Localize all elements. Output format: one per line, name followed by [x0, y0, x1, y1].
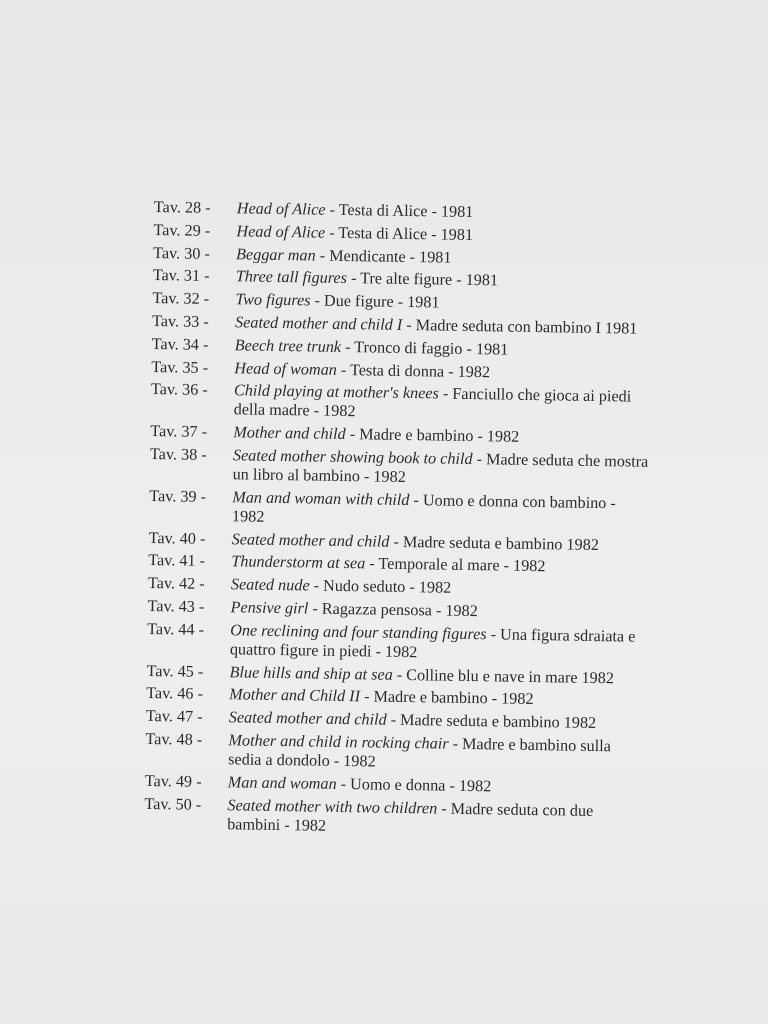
english-title: Two figures — [235, 290, 311, 310]
plate-number: Tav. 42 - — [147, 574, 205, 593]
plate-entry — [151, 358, 651, 385]
english-title: Man and woman — [227, 772, 337, 793]
plate-entry — [153, 221, 653, 248]
italian-title: - Due figure - 1981 — [310, 291, 440, 312]
plate-number: Tav. 36 - — [150, 380, 208, 400]
english-title: Blue hills and ship at sea — [229, 662, 393, 684]
plate-entry — [153, 266, 653, 293]
english-title: Man and woman with child — [232, 488, 410, 509]
english-title: Mother and Child II — [229, 685, 361, 706]
english-title: Pensive girl — [230, 598, 309, 618]
plate-number: Tav. 34 - — [151, 334, 209, 354]
plate-number: Tav. 43 - — [147, 596, 205, 616]
english-title: Seated mother showing book to child — [232, 446, 473, 469]
italian-title: - Una figura sdraiata e quattro figure in piedi - 1982 — [229, 625, 636, 661]
plate-entry — [148, 574, 648, 601]
plate-number: Tav. 29 - — [153, 220, 211, 240]
plate-list — [144, 198, 654, 844]
english-title: Seated mother and child — [231, 529, 390, 551]
plate-number: Tav. 41 - — [148, 551, 206, 571]
italian-title: - Uomo e donna - 1982 — [336, 774, 492, 796]
plate-number: Tav. 31 - — [152, 266, 210, 286]
plate-number: Tav. 30 - — [153, 243, 210, 263]
italian-title: - Testa di Alice - 1981 — [325, 223, 474, 244]
plate-entry — [148, 551, 648, 578]
italian-title: - Madre seduta che mostra un libro al bambino - 1982 — [232, 450, 649, 486]
italian-title: - Madre e bambino - 1982 — [345, 425, 520, 446]
plate-entry — [153, 244, 653, 271]
plate-entry — [149, 529, 649, 556]
italian-title: - Madre e bambino - 1982 — [359, 687, 534, 709]
english-title: Beech tree trunk — [234, 336, 342, 356]
italian-title: - Temporale al mare - 1982 — [365, 554, 546, 576]
plate-number: Tav. 45 - — [146, 661, 204, 681]
plate-number: Tav. 40 - — [148, 528, 206, 548]
english-title: Mother and child in rocking chair — [228, 731, 449, 753]
english-title: Seated mother and child I — [234, 313, 403, 334]
plate-number: Tav. 28 - — [153, 198, 211, 217]
plate-number: Tav. 49 - — [144, 771, 202, 791]
plate-entry — [152, 312, 652, 339]
english-title: Beggar man — [235, 244, 316, 265]
italian-title: - Madre seduta e bambino 1982 — [389, 532, 600, 554]
plate-entry — [145, 772, 645, 799]
english-title: Head of woman — [234, 358, 337, 379]
english-title: Head of Alice — [236, 199, 326, 219]
plate-number: Tav. 32 - — [152, 289, 210, 309]
english-title: Head of Alice — [236, 222, 326, 242]
english-title: Mother and child — [233, 423, 346, 444]
plate-entry — [147, 597, 647, 624]
plate-entry — [151, 380, 652, 426]
plate-number: Tav. 48 - — [145, 729, 203, 749]
italian-title: - Tronco di faggio - 1981 — [340, 337, 509, 359]
english-title: One reclining and four standing figures — [230, 621, 487, 644]
plate-number: Tav. 39 - — [149, 486, 207, 506]
italian-title: - Madre seduta con bambino I 1981 — [402, 315, 638, 338]
italian-title: - Ragazza pensosa - 1982 — [308, 599, 478, 621]
italian-title: - Tre alte figure - 1981 — [346, 269, 499, 290]
plate-number: Tav. 44 - — [147, 619, 205, 639]
english-title: Child playing at mother's knees — [233, 381, 439, 403]
english-title: Three tall figures — [235, 267, 348, 288]
italian-title: - Testa di donna - 1982 — [336, 360, 491, 381]
italian-title: - Mendicante - 1981 — [315, 246, 452, 267]
english-title: Seated nude — [230, 575, 310, 595]
plate-number: Tav. 35 - — [151, 357, 209, 377]
italian-title: - Fanciullo che gioca ai piedi della madre - 1982 — [233, 384, 632, 421]
plate-number: Tav. 37 - — [150, 422, 208, 442]
plate-entry — [150, 422, 650, 449]
plate-entry — [145, 730, 646, 776]
plate-number: Tav. 38 - — [149, 444, 207, 464]
plate-entry — [154, 198, 654, 225]
plate-entry — [147, 620, 648, 666]
plate-entry — [146, 661, 646, 688]
plate-entry — [146, 707, 646, 734]
italian-title: - Madre seduta con due bambini - 1982 — [227, 799, 594, 835]
english-title: Seated mother and child — [228, 708, 387, 729]
english-title: Seated mother with two children — [227, 795, 438, 818]
italian-title: - Nudo seduto - 1982 — [309, 576, 452, 597]
italian-title: - Madre e bambino sulla sedia a dondolo - 1982 — [228, 734, 612, 771]
plate-entry — [149, 487, 650, 533]
italian-title: - Uomo e donna con bambino - 1982 — [231, 490, 616, 526]
italian-title: - Colline blu e nave in mare 1982 — [392, 665, 615, 687]
italian-title: - Testa di Alice - 1981 — [325, 200, 474, 222]
plate-number: Tav. 33 - — [151, 311, 209, 331]
plate-entry — [152, 335, 652, 362]
italian-title: - Madre seduta e bambino 1982 — [386, 710, 597, 733]
plate-entry — [150, 445, 651, 491]
plate-number: Tav. 50 - — [144, 794, 202, 814]
plate-entry — [152, 289, 652, 316]
plate-entry — [144, 794, 645, 840]
plate-entry — [146, 684, 646, 711]
plate-number: Tav. 47 - — [145, 707, 203, 726]
plate-number: Tav. 46 - — [146, 684, 204, 704]
english-title: Thunderstorm at sea — [231, 552, 366, 573]
